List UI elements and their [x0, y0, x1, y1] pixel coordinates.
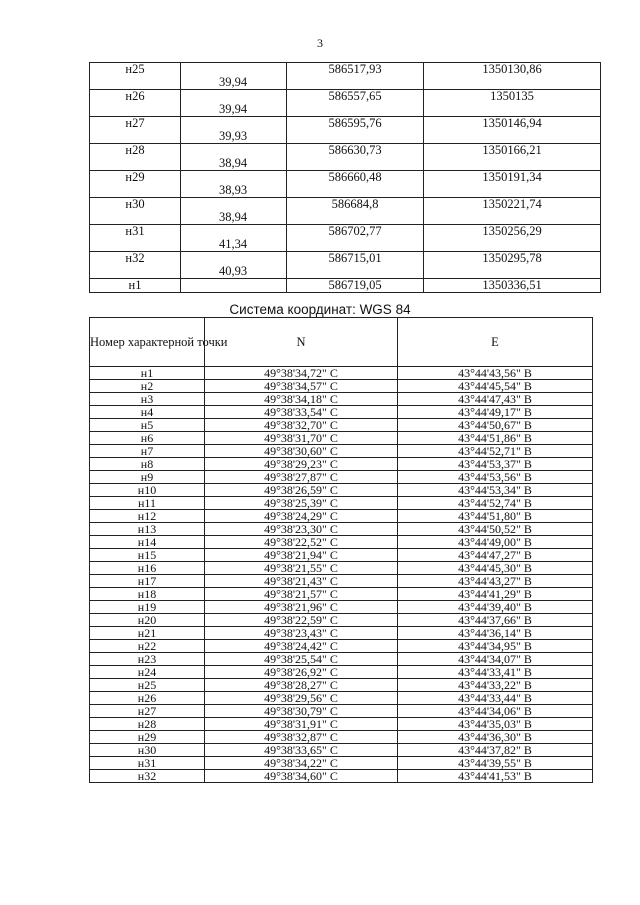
table-row [90, 679, 593, 692]
blank-cell [90, 76, 181, 90]
blank-cell [181, 117, 287, 131]
table-row [90, 718, 593, 731]
point-cell: н20 [90, 614, 205, 627]
table-row [90, 279, 601, 293]
table-row [90, 666, 593, 679]
distance-row [90, 157, 601, 171]
blank-cell [90, 103, 181, 117]
point-cell: н14 [90, 536, 205, 549]
distance-cell: 39,93 [181, 130, 287, 144]
latitude-cell: 49°38'33,54" С [205, 406, 398, 419]
longitude-cell: 43°44'43,27" В [398, 575, 593, 588]
y-coordinate-cell: 1350130,86 [424, 63, 601, 77]
table-row [90, 432, 593, 445]
blank-cell [287, 157, 424, 171]
longitude-cell: 43°44'52,74" В [398, 497, 593, 510]
blank-cell [287, 130, 424, 144]
table-row [90, 471, 593, 484]
table-row [90, 406, 593, 419]
blank-cell [181, 90, 287, 104]
longitude-cell: 43°44'34,06" В [398, 705, 593, 718]
blank-cell [90, 265, 181, 279]
longitude-cell: 43°44'34,07" В [398, 653, 593, 666]
blank-cell [181, 225, 287, 239]
point-cell: н24 [90, 666, 205, 679]
longitude-cell: 43°44'47,43" В [398, 393, 593, 406]
point-cell: н1 [90, 367, 205, 380]
y-coordinate-cell: 1350146,94 [424, 117, 601, 131]
y-coordinate-cell: 1350336,51 [424, 279, 601, 293]
latitude-cell: 49°38'29,23" С [205, 458, 398, 471]
point-cell: н23 [90, 653, 205, 666]
point-cell: н3 [90, 393, 205, 406]
column-header-n: N [205, 318, 398, 367]
table-row [90, 575, 593, 588]
blank-cell [181, 198, 287, 212]
boundary-points-table-wgs84 [89, 317, 593, 783]
latitude-cell: 49°38'33,65" С [205, 744, 398, 757]
longitude-cell: 43°44'50,52" В [398, 523, 593, 536]
blank-cell [90, 211, 181, 225]
longitude-cell: 43°44'39,40" В [398, 601, 593, 614]
blank-cell [424, 103, 601, 117]
point-cell: н26 [90, 90, 181, 104]
longitude-cell: 43°44'51,86" В [398, 432, 593, 445]
point-cell: н32 [90, 252, 181, 266]
table-row [90, 744, 593, 757]
table-row [90, 225, 601, 239]
table-row [90, 171, 601, 185]
longitude-cell: 43°44'33,22" В [398, 679, 593, 692]
point-cell: н29 [90, 171, 181, 185]
table-row [90, 484, 593, 497]
y-coordinate-cell: 1350221,74 [424, 198, 601, 212]
table-row [90, 252, 601, 266]
table-row [90, 458, 593, 471]
point-cell: н4 [90, 406, 205, 419]
y-coordinate-cell: 1350295,78 [424, 252, 601, 266]
x-coordinate-cell: 586684,8 [287, 198, 424, 212]
latitude-cell: 49°38'23,30" С [205, 523, 398, 536]
latitude-cell: 49°38'32,87" С [205, 731, 398, 744]
point-cell: н32 [90, 770, 205, 783]
longitude-cell: 43°44'50,67" В [398, 419, 593, 432]
longitude-cell: 43°44'34,95" В [398, 640, 593, 653]
latitude-cell: 49°38'22,52" С [205, 536, 398, 549]
distance-cell: 40,93 [181, 265, 287, 279]
table-row [90, 419, 593, 432]
distance-cell: 39,94 [181, 76, 287, 90]
table-row [90, 705, 593, 718]
column-header-point: Номер характерной точки [90, 318, 205, 367]
table-row [90, 90, 601, 104]
table-row [90, 367, 593, 380]
blank-cell [424, 157, 601, 171]
table-row [90, 117, 601, 131]
latitude-cell: 49°38'23,43" С [205, 627, 398, 640]
blank-cell [287, 238, 424, 252]
table-row [90, 510, 593, 523]
blank-cell [90, 184, 181, 198]
y-coordinate-cell: 1350166,21 [424, 144, 601, 158]
longitude-cell: 43°44'33,41" В [398, 666, 593, 679]
boundary-points-table-msk [89, 62, 601, 293]
longitude-cell: 43°44'47,27" В [398, 549, 593, 562]
blank-cell [181, 171, 287, 185]
table-row [90, 144, 601, 158]
longitude-cell: 43°44'35,03" В [398, 718, 593, 731]
point-cell: н17 [90, 575, 205, 588]
blank-cell [181, 63, 287, 77]
blank-cell [90, 238, 181, 252]
longitude-cell: 43°44'37,66" В [398, 614, 593, 627]
y-coordinate-cell: 1350135 [424, 90, 601, 104]
table-row [90, 588, 593, 601]
x-coordinate-cell: 586517,93 [287, 63, 424, 77]
latitude-cell: 49°38'34,72" С [205, 367, 398, 380]
latitude-cell: 49°38'29,56" С [205, 692, 398, 705]
table-row [90, 653, 593, 666]
blank-cell [424, 265, 601, 279]
longitude-cell: 43°44'49,00" В [398, 536, 593, 549]
point-cell: н1 [90, 279, 181, 293]
table-row [90, 731, 593, 744]
point-cell: н15 [90, 549, 205, 562]
longitude-cell: 43°44'51,80" В [398, 510, 593, 523]
point-cell: н19 [90, 601, 205, 614]
blank-cell [181, 144, 287, 158]
distance-row [90, 265, 601, 279]
longitude-cell: 43°44'52,71" В [398, 445, 593, 458]
x-coordinate-cell: 586702,77 [287, 225, 424, 239]
blank-cell [424, 76, 601, 90]
x-coordinate-cell: 586630,73 [287, 144, 424, 158]
longitude-cell: 43°44'41,53" В [398, 770, 593, 783]
point-cell: н12 [90, 510, 205, 523]
blank-cell [424, 211, 601, 225]
point-cell: н31 [90, 225, 181, 239]
point-cell: н22 [90, 640, 205, 653]
latitude-cell: 49°38'32,70" С [205, 419, 398, 432]
latitude-cell: 49°38'34,22" С [205, 757, 398, 770]
longitude-cell: 43°44'53,56" В [398, 471, 593, 484]
point-cell: н27 [90, 117, 181, 131]
table-row [90, 757, 593, 770]
point-cell: н16 [90, 562, 205, 575]
blank-cell [90, 130, 181, 144]
distance-row [90, 211, 601, 225]
distance-cell: 38,94 [181, 157, 287, 171]
table-row [90, 614, 593, 627]
point-cell: н28 [90, 718, 205, 731]
latitude-cell: 49°38'22,59" С [205, 614, 398, 627]
latitude-cell: 49°38'28,27" С [205, 679, 398, 692]
longitude-cell: 43°44'43,56" В [398, 367, 593, 380]
longitude-cell: 43°44'36,14" В [398, 627, 593, 640]
point-cell: н9 [90, 471, 205, 484]
blank-cell [424, 184, 601, 198]
table-row [90, 63, 601, 77]
point-cell: н7 [90, 445, 205, 458]
distance-row [90, 238, 601, 252]
point-cell: н28 [90, 144, 181, 158]
point-cell: н21 [90, 627, 205, 640]
table-row [90, 627, 593, 640]
table-row [90, 601, 593, 614]
table-row [90, 770, 593, 783]
point-cell: н30 [90, 744, 205, 757]
latitude-cell: 49°38'21,57" С [205, 588, 398, 601]
longitude-cell: 43°44'53,37" В [398, 458, 593, 471]
table-row [90, 445, 593, 458]
table-row [90, 497, 593, 510]
x-coordinate-cell: 586719,05 [287, 279, 424, 293]
point-cell: н25 [90, 63, 181, 77]
column-header-e: E [398, 318, 593, 367]
distance-row [90, 103, 601, 117]
table-row [90, 549, 593, 562]
blank-cell [181, 252, 287, 266]
point-cell: н18 [90, 588, 205, 601]
point-cell: н11 [90, 497, 205, 510]
blank-cell [424, 238, 601, 252]
latitude-cell: 49°38'34,57" С [205, 380, 398, 393]
latitude-cell: 49°38'30,60" С [205, 445, 398, 458]
page-number: 3 [317, 36, 323, 50]
distance-cell: 39,94 [181, 103, 287, 117]
longitude-cell: 43°44'45,54" В [398, 380, 593, 393]
table-row [90, 523, 593, 536]
point-cell: н25 [90, 679, 205, 692]
point-cell: н27 [90, 705, 205, 718]
latitude-cell: 49°38'21,94" С [205, 549, 398, 562]
latitude-cell: 49°38'25,54" С [205, 653, 398, 666]
x-coordinate-cell: 586595,76 [287, 117, 424, 131]
latitude-cell: 49°38'34,60" С [205, 770, 398, 783]
point-cell: н31 [90, 757, 205, 770]
latitude-cell: 49°38'24,29" С [205, 510, 398, 523]
point-cell: н10 [90, 484, 205, 497]
latitude-cell: 49°38'34,18" С [205, 393, 398, 406]
longitude-cell: 43°44'37,82" В [398, 744, 593, 757]
blank-cell [424, 130, 601, 144]
longitude-cell: 43°44'33,44" В [398, 692, 593, 705]
latitude-cell: 49°38'31,91" С [205, 718, 398, 731]
blank-cell [181, 279, 287, 293]
longitude-cell: 43°44'45,30" В [398, 562, 593, 575]
distance-cell: 38,94 [181, 211, 287, 225]
x-coordinate-cell: 586660,48 [287, 171, 424, 185]
table-row [90, 562, 593, 575]
point-cell: н5 [90, 419, 205, 432]
latitude-cell: 49°38'24,42" С [205, 640, 398, 653]
distance-cell: 38,93 [181, 184, 287, 198]
point-cell: н26 [90, 692, 205, 705]
x-coordinate-cell: 586557,65 [287, 90, 424, 104]
latitude-cell: 49°38'26,59" С [205, 484, 398, 497]
longitude-cell: 43°44'49,17" В [398, 406, 593, 419]
latitude-cell: 49°38'21,96" С [205, 601, 398, 614]
distance-row [90, 76, 601, 90]
table-row [90, 198, 601, 212]
y-coordinate-cell: 1350256,29 [424, 225, 601, 239]
longitude-cell: 43°44'36,30" В [398, 731, 593, 744]
blank-cell [287, 211, 424, 225]
point-cell: н29 [90, 731, 205, 744]
blank-cell [90, 157, 181, 171]
blank-cell [287, 103, 424, 117]
point-cell: н30 [90, 198, 181, 212]
longitude-cell: 43°44'53,34" В [398, 484, 593, 497]
distance-row [90, 130, 601, 144]
latitude-cell: 49°38'21,43" С [205, 575, 398, 588]
table-row [90, 692, 593, 705]
longitude-cell: 43°44'41,29" В [398, 588, 593, 601]
latitude-cell: 49°38'25,39" С [205, 497, 398, 510]
latitude-cell: 49°38'30,79" С [205, 705, 398, 718]
table-row [90, 640, 593, 653]
table-header-row [90, 318, 593, 367]
table-row [90, 380, 593, 393]
latitude-cell: 49°38'26,92" С [205, 666, 398, 679]
table-row [90, 536, 593, 549]
point-cell: н13 [90, 523, 205, 536]
point-cell: н6 [90, 432, 205, 445]
blank-cell [287, 76, 424, 90]
point-cell: н2 [90, 380, 205, 393]
distance-row [90, 184, 601, 198]
blank-cell [287, 184, 424, 198]
distance-cell: 41,34 [181, 238, 287, 252]
blank-cell [287, 265, 424, 279]
x-coordinate-cell: 586715,01 [287, 252, 424, 266]
point-cell: н8 [90, 458, 205, 471]
latitude-cell: 49°38'27,87" С [205, 471, 398, 484]
y-coordinate-cell: 1350191,34 [424, 171, 601, 185]
latitude-cell: 49°38'31,70" С [205, 432, 398, 445]
latitude-cell: 49°38'21,55" С [205, 562, 398, 575]
coordinate-system-caption: Система координат: WGS 84 [229, 302, 411, 317]
table-row [90, 393, 593, 406]
longitude-cell: 43°44'39,55" В [398, 757, 593, 770]
